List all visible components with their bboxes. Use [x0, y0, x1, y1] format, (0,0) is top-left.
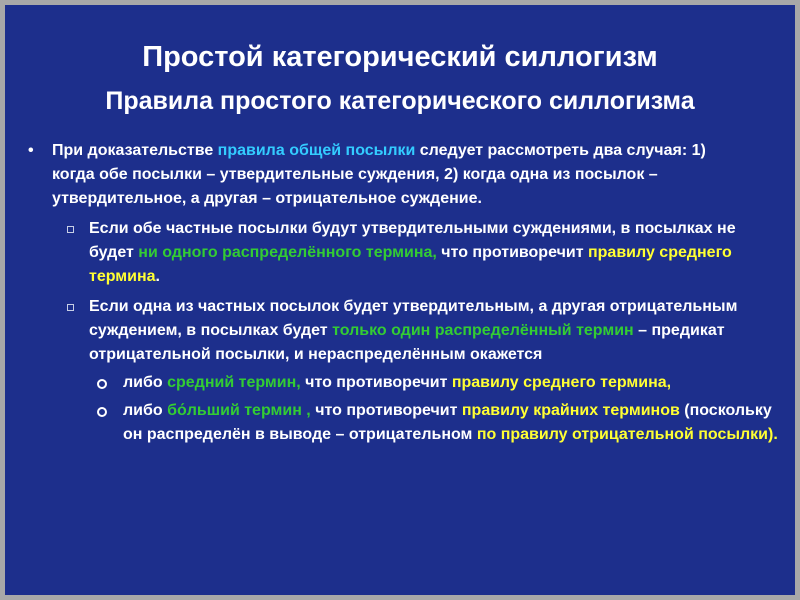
- text-run: что противоречит: [310, 402, 462, 419]
- bullet-item: [28, 139, 752, 211]
- text-run: .: [155, 268, 160, 285]
- text-run: (поскольку он распределён в выводе – отрицательном: [123, 402, 772, 443]
- highlight-rule: правилу среднего термина,: [451, 374, 672, 391]
- text-run: либо: [123, 374, 168, 391]
- text-run: следует рассмотреть два случая: 1) когда обе посылки – утвердительные суждения, 2) когда одна из посылок – утвердительное, а другая – отрицательное суждение.: [52, 142, 706, 207]
- highlight-rule: правилу среднего термина: [89, 244, 732, 285]
- highlight-term: только один распределённый термин: [332, 322, 634, 339]
- slide-body: [5, 139, 795, 447]
- highlight-rule: по правилу отрицательной посылки).: [476, 426, 778, 443]
- circle-bullet-icon: [97, 407, 107, 417]
- slide-subtitle: Правила простого категорического силлогизма: [105, 87, 695, 115]
- highlight-term: правила общей посылки: [217, 142, 416, 159]
- slide-title: Простой категорический силлогизм: [142, 41, 658, 73]
- text-run: Если обе частные посылки будут утвердительными суждениями, в посылках не будет: [89, 220, 736, 261]
- text-run: Если одна из частных посылок будет утвердительным, а другая отрицательным суждением, в посылках будет: [89, 298, 738, 339]
- text-run: что противоречит: [300, 374, 452, 391]
- text-run: – предикат отрицательной посылки, и нераспределённым окажется: [89, 322, 725, 363]
- square-bullet-icon: [67, 226, 74, 233]
- highlight-term: бо́льший термин ,: [167, 402, 311, 419]
- highlight-term: средний термин,: [167, 374, 301, 391]
- sub-bullet-item: [89, 295, 783, 367]
- bullet-dot-icon: •: [28, 142, 34, 159]
- text-run: При доказательстве: [52, 142, 218, 159]
- square-bullet-icon: [67, 304, 74, 311]
- circle-bullet-icon: [97, 379, 107, 389]
- highlight-rule: правилу крайних терминов: [461, 402, 680, 419]
- text-run: что противоречит: [436, 244, 588, 261]
- text-run: либо: [123, 402, 168, 419]
- highlight-term: ни одного распределённого термина,: [138, 244, 437, 261]
- sub-sub-bullet-item: [123, 399, 787, 447]
- sub-bullet-item: [89, 217, 783, 289]
- sub-sub-bullet-item: [123, 371, 787, 395]
